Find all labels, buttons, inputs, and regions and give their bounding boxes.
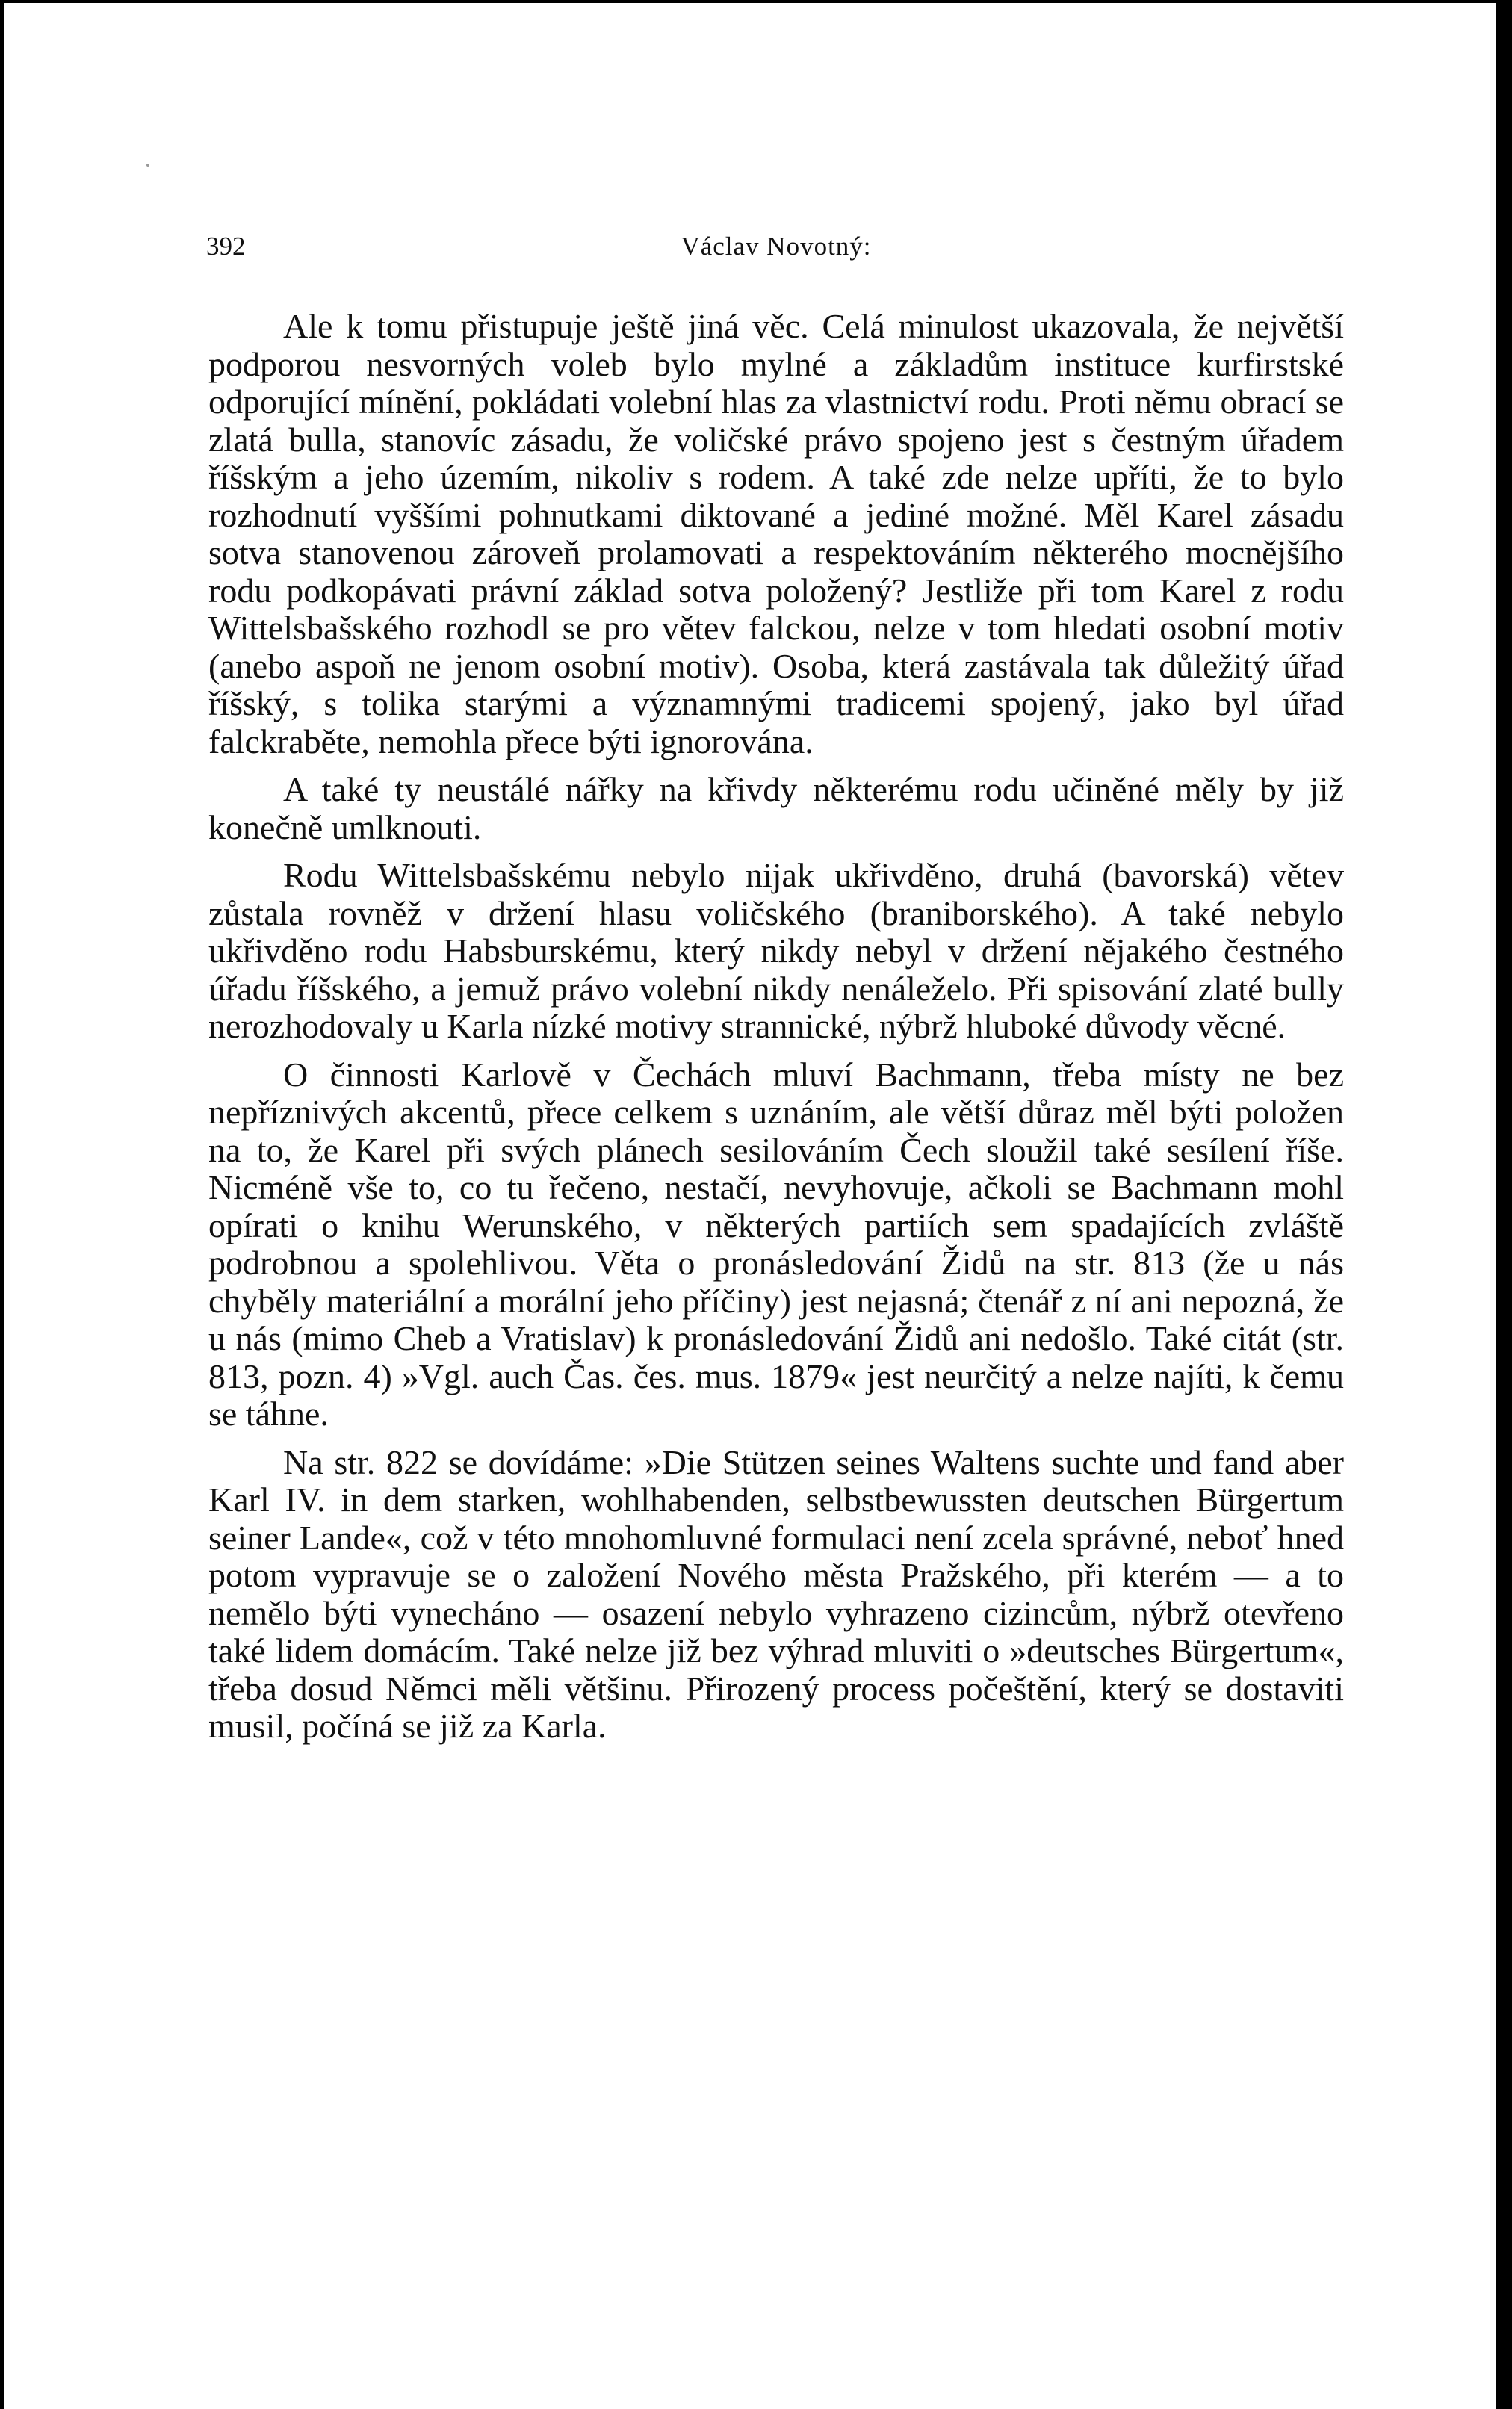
page bbox=[4, 3, 1496, 2409]
scan-speck bbox=[146, 164, 149, 167]
paragraph-5: Na str. 822 se dovídáme: »Die Stützen seines Waltens suchte und fand aber Karl IV. in dem starken, wohlhabenden, selbstbewussten deutschen Bürgertum seiner Lande«, což v této mnohomluvné formulaci není zcela správné, neboť hned potom vypravuje se o založení Nového města Pražského, při kterém — a to nemělo býti vynecháno — osazení nebylo vyhrazeno cizincům, nýbrž otevřeno také lidem domácím. Také nelze již bez výhrad mluviti o »deutsches Bürgertum«, třeba dosud Němci měli většinu. Přirozený process počeštění, který se dostaviti musil, počíná se již za Karla. bbox=[208, 1442, 1344, 1745]
page-number: 392 bbox=[206, 232, 246, 261]
paragraph-2: A také ty neustálé nářky na křivdy některému rodu učiněné měly by již konečně umlknouti. bbox=[208, 770, 1344, 846]
running-head: Václav Novotný: bbox=[681, 232, 872, 261]
paragraph-3: Rodu Wittelsbašskému nebylo nijak ukřivděno, druhá (bavorská) větev zůstala rovněž v držení hlasu voličského (braniborského). A také nebylo ukřivděno rodu Habsburskému, který nikdy nebyl v držení nějakého čestného úřadu říšského, a jemuž právo volební nikdy nenáleželo. Při spisování zlaté bully nerozhodovaly u Karla nízké motivy strannické, nýbrž hluboké důvody věcné. bbox=[208, 856, 1344, 1045]
paragraph-4: O činnosti Karlově v Čechách mluví Bachmann, třeba místy ne bez nepříznivých akcentů, přece celkem s uznáním, ale větší důraz měl býti položen na to, že Karel při svých plánech sesilováním Čech sloužil také sesílení říše. Nicméně vše to, co tu řečeno, nestačí, nevyhovuje, ačkoli se Bachmann mohl opírati o knihu Werunského, v některých partiích sem spadajících zvláště podrobnou a spolehlivou. Věta o pronásledování Židů na str. 813 (že u nás chyběly materiální a morální jeho příčiny) jest nejasná; čtenář z ní ani nepozná, že u nás (mimo Cheb a Vratislav) k pronásledování Židů ani nedošlo. Také citát (str. 813, pozn. 4) »Vgl. auch Čas. čes. mus. 1879« jest neurčitý a nelze najíti, k čemu se táhne. bbox=[208, 1055, 1344, 1433]
body-text bbox=[208, 308, 1344, 1746]
paragraph-1: Ale k tomu přistupuje ještě jiná věc. Celá minulost ukazovala, že největší podporou nesvorných voleb bylo mylné a základům instituce kurfirstské odporující mínění, pokládati volební hlas za vlastnictví rodu. Proti němu obrací se zlatá bulla, stanovíc zásadu, že voličské právo spojeno jest s čestným úřadem říšským a jeho územím, nikoliv s rodem. A také zde nelze upříti, že to bylo rozhodnutí vyššími pohnutkami diktované a jediné možné. Měl Karel zásadu sotva stanovenou zároveň prolamovati a respektováním některého mocnějšího rodu podkopávati právní základ sotva položený? Jestliže při tom Karel z rodu Wittelsbašského rozhodl se pro větev falckou, nelze v tom hledati osobní motiv (anebo aspoň ne jenom osobní motiv). Osoba, která zastávala tak důležitý úřad říšský, s tolika starými a významnými tradicemi spojený, jako byl úřad falckraběte, nemohla přece býti ignorována. bbox=[208, 307, 1344, 760]
